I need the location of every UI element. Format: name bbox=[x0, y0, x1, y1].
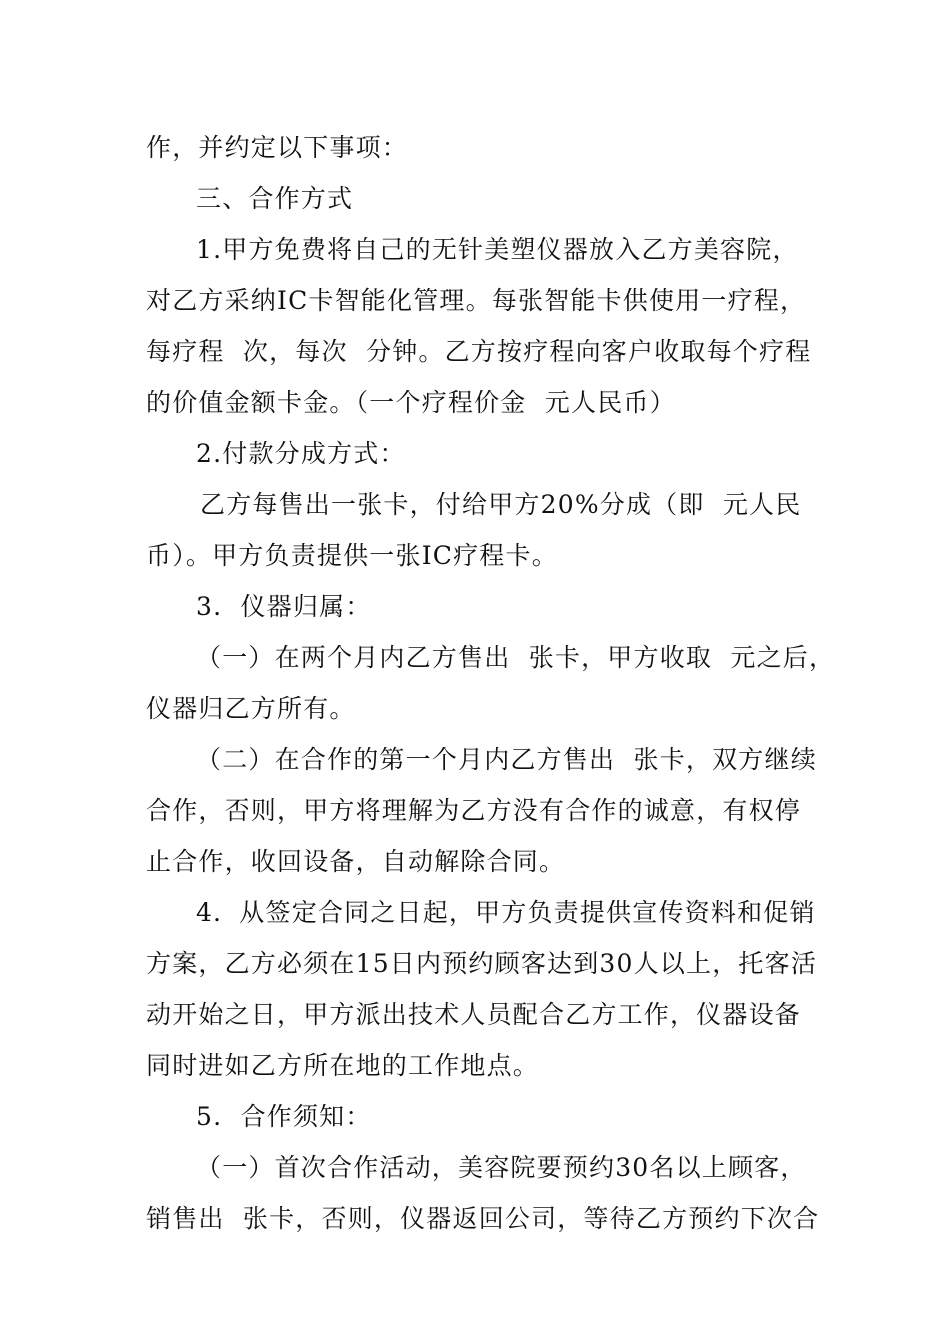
item-4-line-3: 动开始之日，甲方派出技术人员配合乙方工作，仪器设备 bbox=[146, 1000, 802, 1029]
item-4-line-4: 同时进如乙方所在地的工作地点。 bbox=[146, 1051, 540, 1080]
item-3-clause-2-line-2: 合作，否则，甲方将理解为乙方没有合作的诚意，有权停 bbox=[146, 796, 802, 825]
item-3-clause-1-line-2: 仪器归乙方所有。 bbox=[146, 694, 356, 723]
item-3-clause-2-line-3: 止合作，收回设备，自动解除合同。 bbox=[146, 847, 566, 876]
item-3-clause-2-line-1: （二）在合作的第一个月内乙方售出 张卡，双方继续 bbox=[196, 745, 817, 774]
item-5-heading: 5. 合作须知： bbox=[196, 1102, 372, 1131]
item-2-line-1: 乙方每售出一张卡，付给甲方20%分成（即 元人民 bbox=[200, 490, 802, 519]
item-2-heading: 2.付款分成方式： bbox=[196, 439, 406, 468]
line-1: 作，并约定以下事项： bbox=[146, 133, 409, 162]
item-1-line-4: 的价值金额卡金。（一个疗程价金 元人民币） bbox=[146, 388, 676, 417]
item-5-clause-1-line-2: 销售出 张卡，否则，仪器返回公司，等待乙方预约下次合 bbox=[146, 1204, 820, 1233]
item-5-clause-1-line-1: （一）首次合作活动，美容院要预约30名以上顾客， bbox=[196, 1153, 807, 1182]
item-1-line-1: 1.甲方免费将自己的无针美塑仪器放入乙方美容院， bbox=[196, 235, 799, 264]
item-3-heading: 3. 仪器归属： bbox=[196, 592, 372, 621]
section-heading-cooperation-method: 三、合作方式 bbox=[196, 184, 354, 213]
item-1-line-2: 对乙方采纳IC卡智能化管理。每张智能卡供使用一疗程， bbox=[146, 286, 807, 315]
item-3-clause-1-line-1: （一）在两个月内乙方售出 张卡，甲方收取 元之后， bbox=[196, 643, 836, 672]
item-4-line-1: 4．从签定合同之日起，甲方负责提供宣传资料和促销 bbox=[196, 898, 816, 927]
item-2-line-2: 币）。甲方负责提供一张IC疗程卡。 bbox=[146, 541, 558, 570]
item-4-line-2: 方案，乙方必须在15日内预约顾客达到30人以上，托客活 bbox=[146, 949, 818, 978]
item-1-line-3: 每疗程 次，每次 分钟。乙方按疗程向客户收取每个疗程 bbox=[146, 337, 812, 366]
